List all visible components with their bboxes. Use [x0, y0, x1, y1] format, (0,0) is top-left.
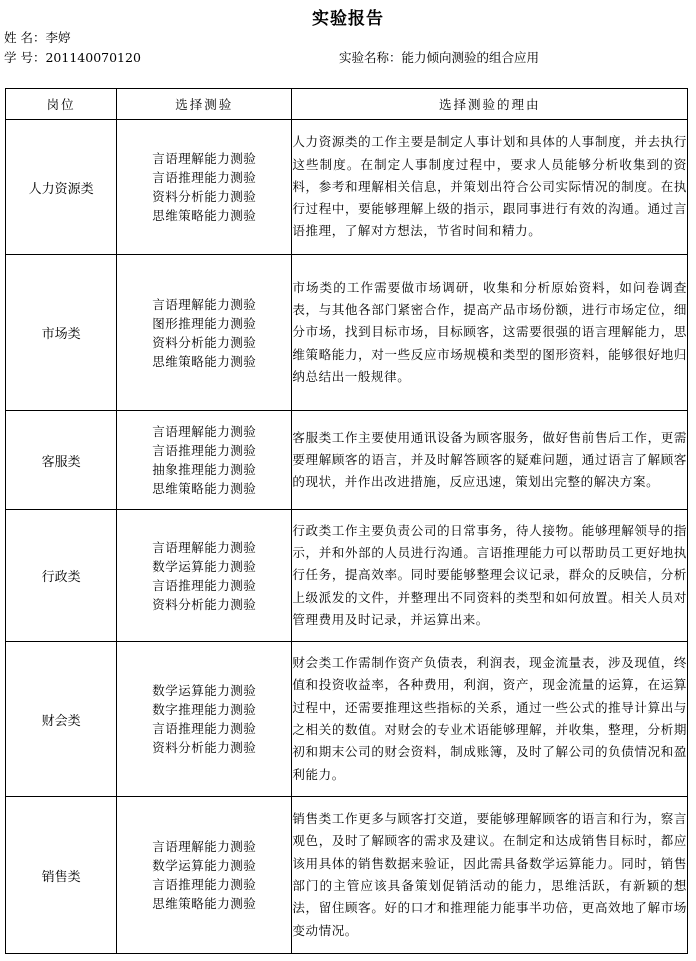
header-tests: 选择测验 — [117, 89, 292, 120]
test-item: 资料分析能力测验 — [152, 189, 257, 204]
test-item: 言语理解能力测验 — [152, 539, 257, 555]
page-title: 实验报告 — [312, 9, 384, 29]
test-item: 抽象推理能力测验 — [152, 462, 257, 477]
student-id-line — [4, 50, 141, 66]
test-item: 资料分析能力测验 — [152, 740, 257, 755]
test-item: 数学运算能力测验 — [152, 858, 257, 873]
tests-cell — [117, 411, 292, 510]
header-position: 岗位 — [6, 89, 117, 120]
student-name-line — [4, 30, 71, 46]
table-row — [6, 510, 688, 642]
reason-cell: 市场类的工作需要做市场调研，收集和分析原始资料，如问卷调查表，与其他各部门紧密合作，提高产品市场份额，进行市场定位，细分市场，找到目标市场，目标顾客，这需要很强的语言理解能力，思维策略能力，对一些反应市场规模和类型的图形资料，能够很好地归纳总结出一般规律。 — [292, 255, 688, 411]
name-label: 姓 名： — [4, 30, 46, 45]
table-row — [6, 120, 688, 255]
name-value: 李婷 — [45, 30, 71, 45]
test-item: 资料分析能力测验 — [152, 334, 257, 350]
test-item: 言语推理能力测验 — [152, 721, 257, 736]
tests-cell — [117, 797, 292, 954]
position-cell: 行政类 — [6, 510, 117, 642]
experiment-label: 实验名称： — [339, 50, 402, 65]
reason-cell: 财会类工作需制作资产负债表，利润表，现金流量表，涉及现值，终值和投资收益率，各种费用，利润，资产，现金流量的运算，在运算过程中，还需要推理这些指标的关系，通过一些公式的推导计算出与之相关的数值。对财会的专业术语能够理解，并收集，整理，分析期初和期末公司的财会资料，制成账簿，及时了解公司的负债情况和盈利能力。 — [292, 642, 688, 797]
tests-cell — [117, 255, 292, 411]
table-row — [6, 642, 688, 797]
reason-cell: 行政类工作主要负责公司的日常事务，待人接物。能够理解领导的指示，并和外部的人员进行沟通。言语推理能力可以帮助员工更好地执行任务，提高效率。同时要能够整理会议记录，群众的反映信，分析上级派发的文件，并整理出不同资料的类型和如何放置。相关人员对管理费用及时记录，并运算出来。 — [292, 510, 688, 642]
table-row — [6, 797, 688, 954]
position-cell: 客服类 — [6, 411, 117, 510]
reason-cell: 客服类工作主要使用通讯设备为顾客服务，做好售前售后工作，更需要理解顾客的语言，并及时解答顾客的疑难问题，通过语言了解顾客的现状，并作出改进措施，反应迅速，策划出完整的解决方案。 — [292, 411, 688, 510]
test-item: 资料分析能力测验 — [152, 596, 257, 612]
test-item: 数学运算能力测验 — [152, 558, 257, 574]
position-cell: 财会类 — [6, 642, 117, 797]
header-reason: 选择测验的理由 — [292, 89, 688, 120]
table-row — [6, 255, 688, 411]
position-cell: 销售类 — [6, 797, 117, 954]
test-item: 思维策略能力测验 — [152, 896, 257, 911]
test-item: 思维策略能力测验 — [152, 353, 257, 369]
id-value: 201140070120 — [45, 50, 141, 65]
test-item: 言语理解能力测验 — [152, 151, 257, 166]
position-cell: 人力资源类 — [6, 120, 117, 255]
experiment-value: 能力倾向测验的组合应用 — [401, 50, 540, 65]
test-item: 图形推理能力测验 — [152, 315, 257, 331]
id-label: 学 号： — [4, 50, 46, 65]
reason-cell: 销售类工作更多与顾客打交道，要能够理解顾客的语言和行为，察言观色，及时了解顾客的需求及建议。在制定和达成销售目标时，都应该用具体的销售数据来验证，因此需具备数学运算能力。同时，销售部门的主管应该具备策划促销活动的能力，思维活跃，有新颖的想法，留住顾客。好的口才和推理能力能事半功倍，更高效地了解市场变动情况。 — [292, 797, 688, 954]
test-item: 数学运算能力测验 — [152, 683, 257, 698]
test-item: 思维策略能力测验 — [152, 208, 257, 223]
experiment-name-line — [339, 50, 539, 66]
tests-cell — [117, 510, 292, 642]
table-header-row — [6, 89, 688, 120]
test-item: 言语推理能力测验 — [152, 577, 257, 593]
reason-cell: 人力资源类的工作主要是制定人事计划和具体的人事制度，并去执行这些制度。在制定人事制度过程中，要求人员能够分析收集到的资料，参考和理解相关信息，并策划出符合公司实际情况的制度。在执行过程中，要能够理解上级的指示，跟同事进行有效的沟通。通过言语推理，了解对方想法，节省时间和精力。 — [292, 120, 688, 255]
test-item: 言语理解能力测验 — [152, 424, 257, 439]
test-item: 言语理解能力测验 — [152, 296, 257, 312]
test-item: 言语理解能力测验 — [152, 839, 257, 854]
test-item: 言语推理能力测验 — [152, 443, 257, 458]
report-table — [5, 88, 688, 954]
test-item: 言语推理能力测验 — [152, 877, 257, 892]
test-item: 思维策略能力测验 — [152, 481, 257, 496]
position-cell: 市场类 — [6, 255, 117, 411]
test-item: 言语推理能力测验 — [152, 170, 257, 185]
table-row — [6, 411, 688, 510]
tests-cell — [117, 120, 292, 255]
test-item: 数字推理能力测验 — [152, 702, 257, 717]
tests-cell — [117, 642, 292, 797]
